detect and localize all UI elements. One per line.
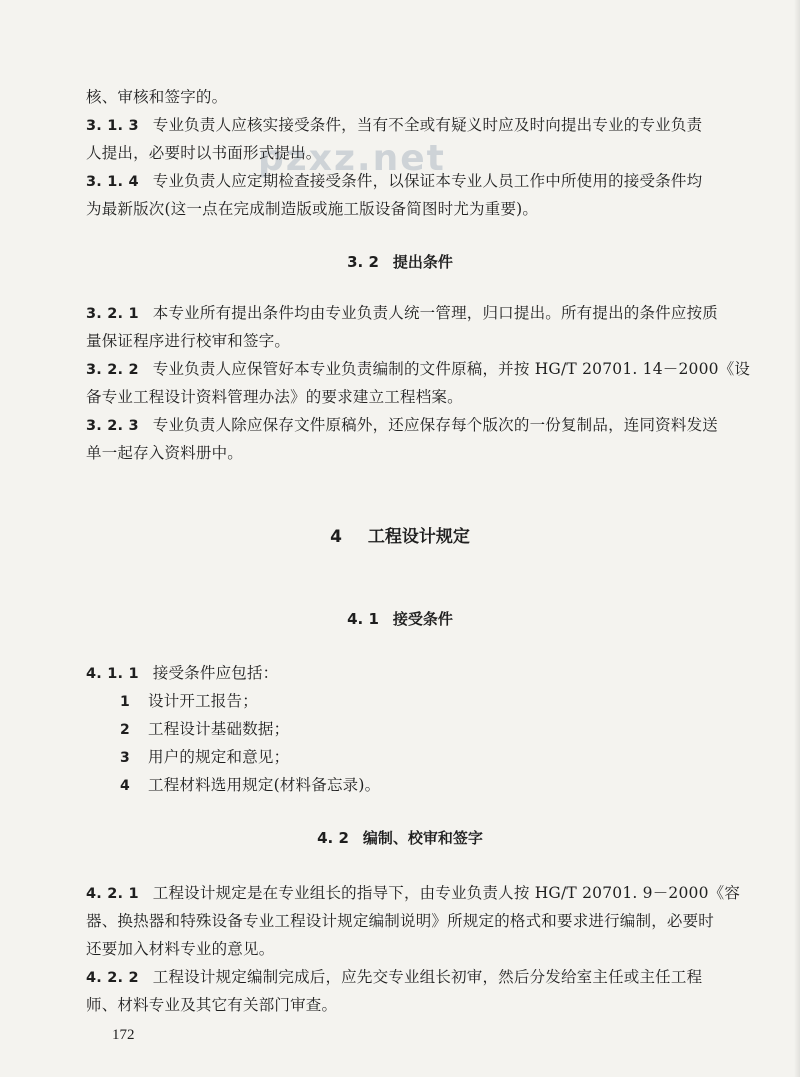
clause-number: 4. 2. 1: [86, 886, 139, 902]
clause-number: 3. 1. 3: [86, 118, 139, 134]
scan-edge-shadow: [794, 0, 800, 1077]
clause-text: 专业负责人应核实接受条件，当有不全或有疑义时应及时向提出专业的专业负责: [152, 116, 703, 134]
text-line: 师、材料专业及其它有关部门审查。: [86, 996, 338, 1014]
clause-text: 专业负责人应定期检查接受条件，以保证本专业人员工作中所使用的接受条件均: [152, 172, 703, 190]
list-item-number: 2: [120, 722, 130, 738]
clause-text: 接受条件应包括：: [152, 664, 279, 682]
section-number: 4. 1: [347, 610, 379, 628]
chapter-number: 4: [330, 527, 342, 547]
section-title: 接受条件: [392, 610, 453, 628]
section-heading-4-1: [0, 608, 800, 629]
list-item-number: 3: [120, 750, 130, 766]
section-title: 编制、校审和签字: [362, 829, 483, 847]
list-item-number: 1: [120, 694, 130, 710]
clause-number: 4. 1. 1: [86, 666, 139, 682]
list-item-text: 设计开工报告；: [148, 692, 258, 710]
text-line: 量保证程序进行校审和签字。: [86, 332, 291, 350]
text-line: 还要加入材料专业的意见。: [86, 940, 275, 958]
section-title: 提出条件: [392, 253, 453, 271]
text-line: 备专业工程设计资料管理办法》的要求建立工程档案。: [86, 388, 463, 406]
page-number: 172: [112, 1027, 135, 1043]
clause-4-1-1: [86, 662, 278, 685]
clause-number: 4. 2. 2: [86, 970, 139, 986]
section-heading-4-2: [0, 827, 800, 848]
clause-3-2-2: [86, 358, 750, 381]
clause-text: 专业负责人应保管好本专业负责编制的文件原稿，并按 HG/T 20701. 14－2000《设: [152, 360, 751, 378]
clause-4-2-2: [86, 966, 702, 989]
watermark: pzxz.net: [258, 138, 446, 179]
text-line: 人提出，必要时以书面形式提出。: [86, 144, 322, 162]
section-heading-3-2: [0, 251, 800, 272]
clause-number: 3. 1. 4: [86, 174, 139, 190]
clause-3-2-3: [86, 414, 718, 437]
chapter-heading-4: [0, 522, 800, 547]
text-line: 单一起存入资料册中。: [86, 444, 244, 462]
clause-text: 工程设计规定编制完成后，应先交专业组长初审，然后分发给室主任或主任工程: [152, 968, 703, 986]
clause-text: 本专业所有提出条件均由专业负责人统一管理，归口提出。所有提出的条件应按质: [152, 304, 718, 322]
text-line: 核、审核和签字的。: [86, 88, 228, 106]
list-item-text: 用户的规定和意见；: [148, 748, 290, 766]
list-item: [120, 774, 380, 797]
list-item: [120, 746, 289, 769]
clause-text: 专业负责人除应保存文件原稿外，还应保存每个版次的一份复制品，连同资料发送: [152, 416, 718, 434]
clause-4-2-1: [86, 882, 740, 905]
clause-text: 工程设计规定是在专业组长的指导下，由专业负责人按 HG/T 20701. 9－2000《容: [152, 884, 741, 902]
clause-number: 3. 2. 2: [86, 362, 139, 378]
clause-3-1-4: [86, 170, 702, 193]
clause-number: 3. 2. 3: [86, 418, 139, 434]
section-number: 3. 2: [347, 253, 379, 271]
list-item: [120, 690, 258, 713]
list-item: [120, 718, 289, 741]
text-line: 器、换热器和特殊设备专业工程设计规定编制说明》所规定的格式和要求进行编制，必要时: [86, 912, 715, 930]
clause-number: 3. 2. 1: [86, 306, 139, 322]
section-number: 4. 2: [317, 829, 349, 847]
list-item-number: 4: [120, 778, 130, 794]
clause-3-2-1: [86, 302, 718, 325]
list-item-text: 工程设计基础数据；: [148, 720, 290, 738]
clause-3-1-3: [86, 114, 702, 137]
text-line: 为最新版次(这一点在完成制造版或施工版设备简图时尤为重要)。: [86, 200, 539, 218]
chapter-title: 工程设计规定: [367, 527, 470, 547]
list-item-text: 工程材料选用规定(材料备忘录)。: [148, 776, 381, 794]
